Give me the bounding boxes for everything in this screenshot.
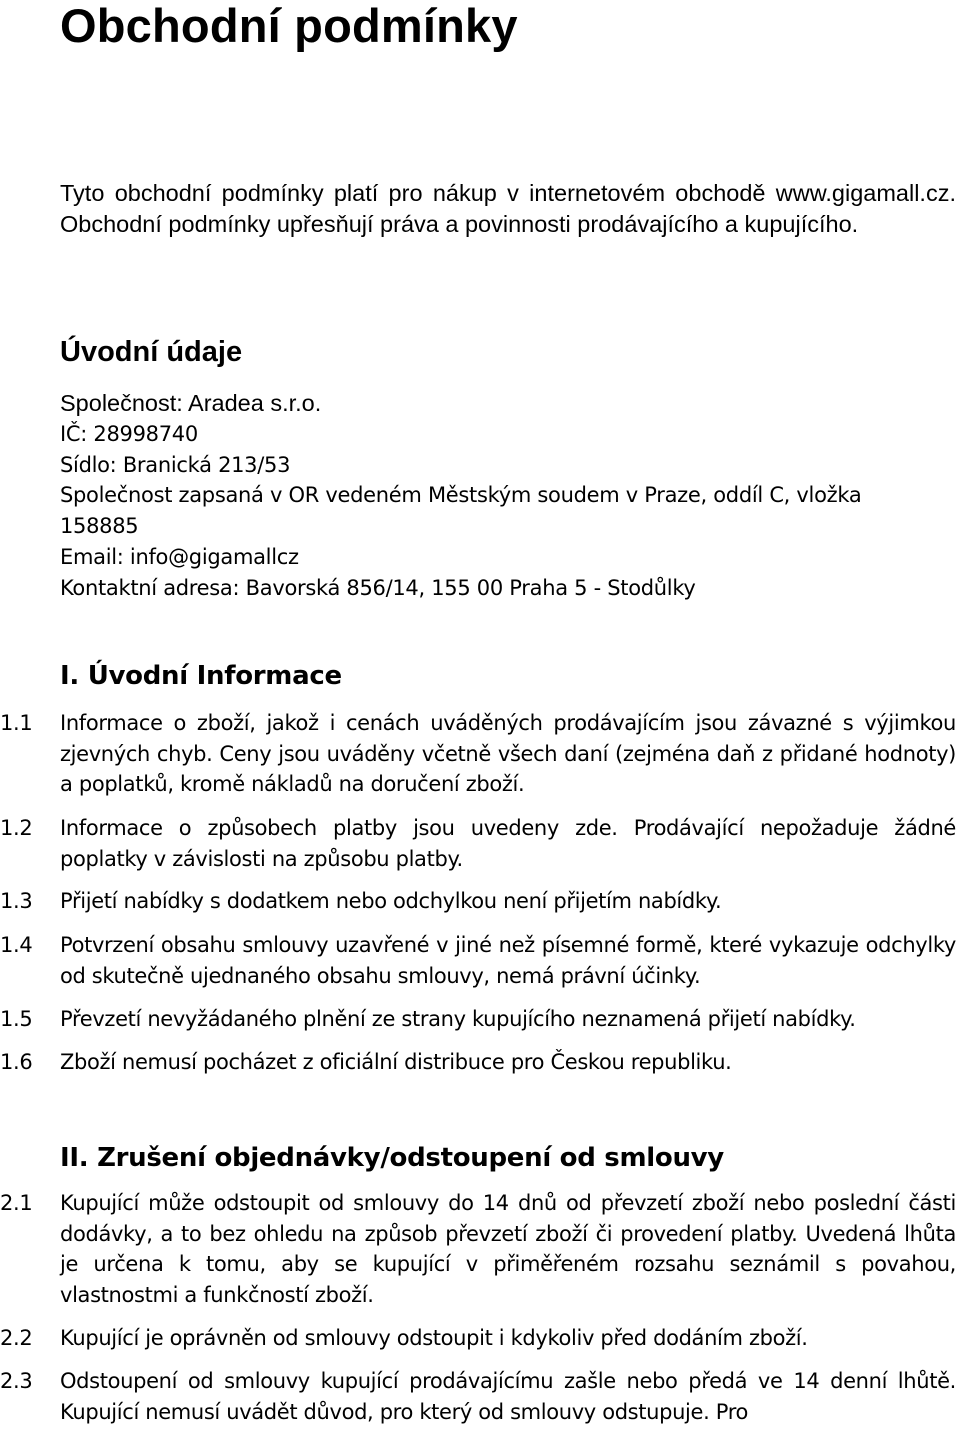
clause-number: 2.1	[0, 1191, 33, 1215]
clause-2-2	[0, 1323, 956, 1354]
company-ic: IČ: 28998740	[60, 422, 198, 446]
clause-1-4	[0, 930, 956, 991]
clause-1-6	[0, 1047, 956, 1078]
clause-number: 2.3	[0, 1369, 33, 1393]
clause-number: 1.1	[0, 711, 33, 735]
page-title: Obchodní podmínky	[60, 0, 518, 52]
clause-text: Zboží nemusí pocházet z oficiální distribuce pro Českou republiku.	[60, 1050, 732, 1074]
clause-number: 2.2	[0, 1326, 33, 1350]
section-2-heading: II. Zrušení objednávky/odstoupení od smlouvy	[60, 1143, 724, 1173]
clause-text: Informace o způsobech platby jsou uvedeny zde. Prodávající nepožaduje žádné poplatky v závislosti na způsobu platby.	[60, 816, 956, 871]
clause-1-3	[0, 886, 956, 917]
clause-2-1	[0, 1188, 956, 1311]
intro-paragraph: Tyto obchodní podmínky platí pro nákup v internetovém obchodě www.gigamall.cz. Obchodní podmínky upřesňují práva a povinnosti prodávajícího a kupujícího.	[60, 180, 956, 237]
clause-number: 1.6	[0, 1050, 33, 1074]
clause-1-1	[0, 708, 956, 800]
clause-1-5	[0, 1004, 956, 1035]
company-info	[60, 389, 940, 603]
clause-text: Potvrzení obsahu smlouvy uzavřené v jiné než písemné formě, které vykazuje odchylky od skutečně ujednaného obsahu smlouvy, nemá právní účinky.	[60, 933, 956, 988]
clause-text: Kupující může odstoupit od smlouvy do 14 dnů od převzetí zboží nebo poslední části dodávky, a to bez ohledu na způsob převzetí zboží či provedení platby. Uvedená lhůta je určena k tomu, aby se kupující v přiměřeném rozsahu seznámil s povahou, vlastnostmi a funkčností zboží.	[60, 1191, 956, 1308]
company-email: Email: info@gigamallcz	[60, 544, 299, 569]
company-name: Společnost: Aradea s.r.o.	[60, 390, 322, 416]
section-1-heading: I. Úvodní Informace	[60, 661, 342, 691]
clause-text: Kupující je oprávněn od smlouvy odstoupit i kdykoliv před dodáním zboží.	[60, 1326, 808, 1350]
clause-number: 1.5	[0, 1007, 33, 1031]
clause-text: Přijetí nabídky s dodatkem nebo odchylkou není přijetím nabídky.	[60, 889, 722, 913]
intro-heading: Úvodní údaje	[60, 336, 243, 368]
clause-2-3	[0, 1366, 956, 1427]
clause-text: Informace o zboží, jakož i cenách uváděných prodávajícím jsou závazné s výjimkou zjevných chyb. Ceny jsou uváděny včetně všech daní (zejména daň z přidané hodnoty) a poplatků, kromě nákladů na doručení zboží.	[60, 711, 956, 797]
clause-text: Převzetí nevyžádaného plnění ze strany kupujícího neznamená přijetí nabídky.	[60, 1007, 856, 1031]
clause-text: Odstoupení od smlouvy kupující prodávajícímu zašle nebo předá ve 14 denní lhůtě. Kupující nemusí uvádět důvod, pro který od smlouvy odstupuje. Pro	[60, 1369, 956, 1424]
clause-number: 1.4	[0, 933, 33, 957]
clause-number: 1.3	[0, 889, 33, 913]
clause-number: 1.2	[0, 816, 33, 840]
company-contact: Kontaktní adresa: Bavorská 856/14, 155 00 Praha 5 - Stodůlky	[60, 575, 696, 600]
clause-1-2	[0, 813, 956, 874]
company-seat: Sídlo: Branická 213/53	[60, 452, 291, 477]
company-register: Společnost zapsaná v OR vedeném Městským soudem v Praze, oddíl C, vložka 158885	[60, 483, 862, 539]
